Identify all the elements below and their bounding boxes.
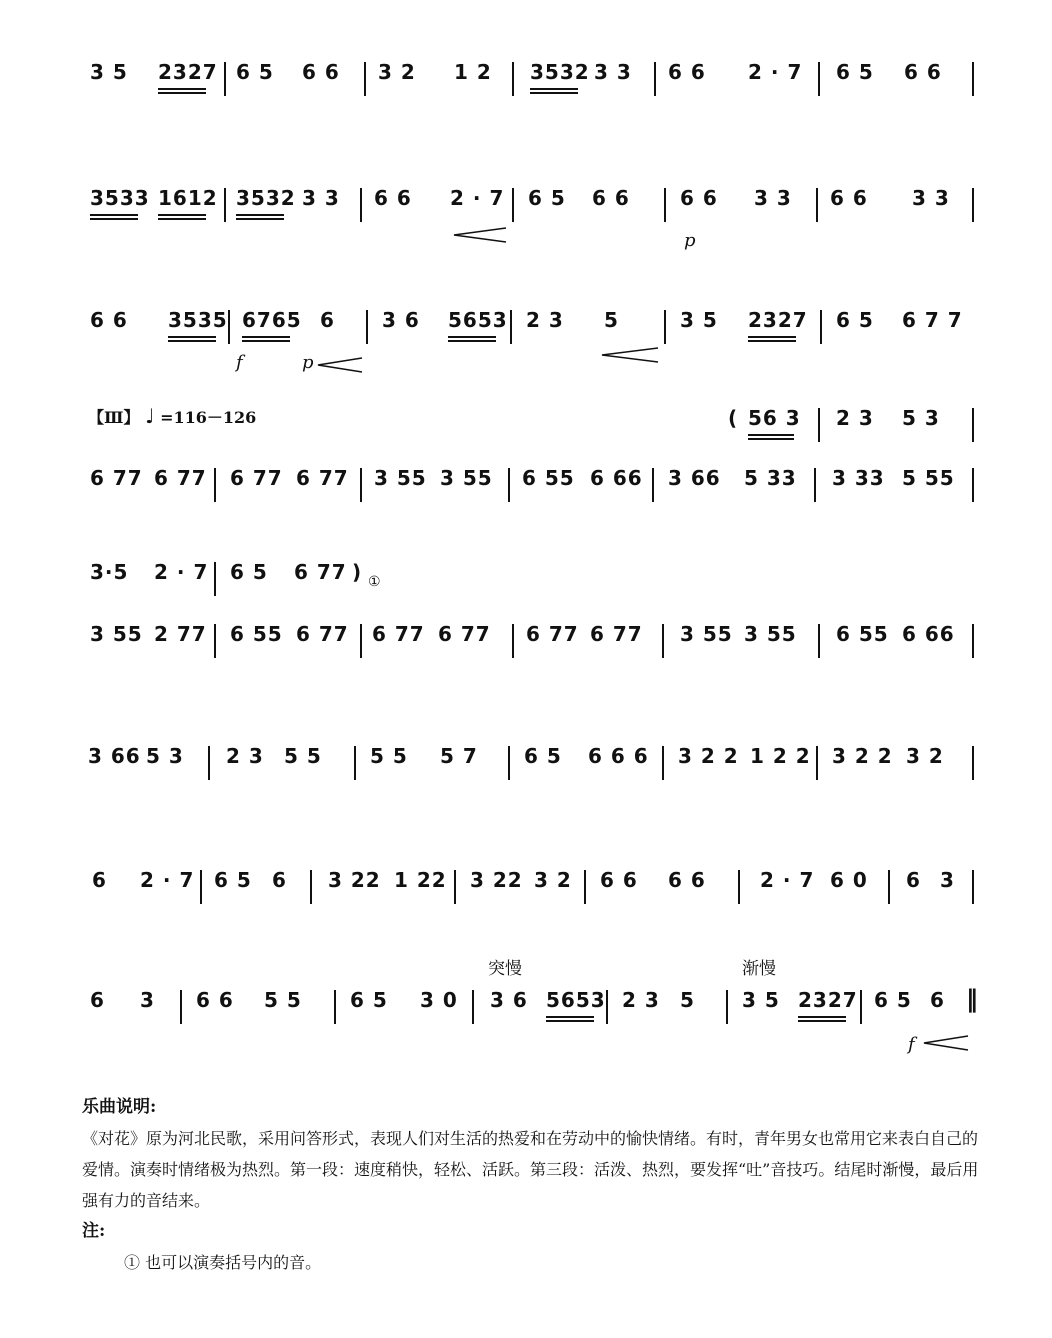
note-group: 6 77 [438,622,491,646]
footnote-text: ① 也可以演奏括号内的音。 [124,1253,322,1272]
note-group: 3 55 [90,622,143,646]
note-group: 3 5 [742,988,780,1012]
barline [310,870,312,904]
note-group: 6 [90,988,105,1012]
barline [364,62,366,96]
note-group: 3 3 [302,186,340,210]
note-group: 6 [930,988,945,1012]
note-group: 3 0 [420,988,458,1012]
crescendo-hairpin [452,226,508,244]
barline [814,468,816,502]
barline [360,624,362,658]
note-group: 3533 [90,186,150,210]
note-group: 6 66 [590,466,643,490]
barline [972,870,974,904]
note-group: 6 77 [294,560,347,584]
barline [360,468,362,502]
note-group: 5 3 [902,406,940,430]
note-group: 3 6 [382,308,420,332]
note-group: 1612 [158,186,218,210]
barline [512,62,514,96]
barline [228,310,230,344]
note-group: 3535 [168,308,228,332]
note-group: 3532 [236,186,296,210]
note-group: 3 66 [88,744,141,768]
barline [510,310,512,344]
barline [888,870,890,904]
note-group: 5 [604,308,619,332]
note-group: 3 33 [832,466,885,490]
barline [180,990,182,1024]
barline [818,624,820,658]
note-group: 6 6 [668,60,706,84]
paren-open: ( [728,406,739,430]
note-group: 3532 [530,60,590,84]
note-group: 5 33 [744,466,797,490]
barline [662,746,664,780]
note-group: 2 · 7 [450,186,505,210]
barline [726,990,728,1024]
barline [664,310,666,344]
note-group: 6 6 [302,60,340,84]
note-group: 3 22 [470,868,523,892]
score-row-3 [84,308,980,348]
score-row-10 [84,985,980,1028]
barline [224,188,226,222]
barline [200,870,202,904]
paren-close: ) [352,560,363,584]
barline [508,468,510,502]
note-group: 2 77 [154,622,207,646]
barline [354,746,356,780]
barline [606,990,608,1024]
note-group: 6 55 [836,622,889,646]
barline [508,746,510,780]
note-group: 6 77 [154,466,207,490]
score-row-4-bracket [728,406,988,446]
note-group: 2 3 [526,308,564,332]
barline [664,188,666,222]
dynamic-mark: p [302,352,314,373]
barline [366,310,368,344]
barline [214,562,216,596]
note-group: 6 77 [296,622,349,646]
tempo-change-label: 突慢 [488,959,522,979]
barline [816,188,818,222]
note-group: 2 · 7 [140,868,195,892]
crescendo-hairpin [922,1034,970,1052]
note-group: 5 55 [902,466,955,490]
note-group: 6 77 [526,622,579,646]
note-group: 3 66 [668,466,721,490]
score-row-9 [84,868,980,908]
quarter-note-icon: ♩ [145,404,155,428]
note-group: 5 5 [264,988,302,1012]
note-group: 6 5 [524,744,562,768]
barline [654,62,656,96]
dynamic-mark: p [684,230,696,251]
barline [972,62,974,96]
note-group: 2 · 7 [154,560,209,584]
barline [820,310,822,344]
note-group: 6 5 [230,560,268,584]
note-group: 1 2 2 [750,744,811,768]
note-group: 6 0 [830,868,868,892]
note-group: 6 5 [236,60,274,84]
note-group: 3 22 [328,868,381,892]
footnote-heading: 注: [82,1221,106,1241]
barline [454,870,456,904]
note-group: 3 55 [744,622,797,646]
note-group: 5 5 [370,744,408,768]
note-group: 5 7 [440,744,478,768]
barline [972,468,974,502]
score-row-2 [84,186,980,226]
note-group: 6 6 [90,308,128,332]
dynamic-mark: f [908,1034,915,1055]
note-group: 6 55 [230,622,283,646]
barline [972,624,974,658]
section-tempo-heading [88,404,256,428]
note-group: 6 6 [904,60,942,84]
note-group: 3 2 [378,60,416,84]
note-group: 6 77 [590,622,643,646]
note-group: 6 [320,308,335,332]
note-group: 6 6 [830,186,868,210]
note-group: 3 55 [440,466,493,490]
barline [818,62,820,96]
note-group: 6 [906,868,921,892]
dynamic-mark: f [236,352,243,373]
note-group: 3 5 [680,308,718,332]
score-row-5 [84,466,980,506]
barline [972,408,974,442]
note-group: 6 6 [374,186,412,210]
barline [208,746,210,780]
note-group: 3 55 [680,622,733,646]
barline [214,468,216,502]
note-group: 3 3 [912,186,950,210]
note-group: 3 6 [490,988,528,1012]
note-group: 6 5 [528,186,566,210]
note-group: 6 55 [522,466,575,490]
note-group: 2 3 [836,406,874,430]
note-group: 5653 [448,308,508,332]
barline [972,746,974,780]
barline [972,188,974,222]
note-group: 5 5 [284,744,322,768]
note-group: 3 2 2 [832,744,893,768]
tempo-change-label: 渐慢 [742,959,776,979]
note-group: 6 77 [372,622,425,646]
note-group: 6765 [242,308,302,332]
note-group: 6 6 [668,868,706,892]
note-group: 6 7 7 [902,308,963,332]
note-group: 3 [940,868,955,892]
barline [224,62,226,96]
barline [738,870,740,904]
crescendo-hairpin [316,356,364,374]
note-group: 6 5 [214,868,252,892]
note-group: 2327 [798,988,858,1012]
barline [818,408,820,442]
barline [860,990,862,1024]
note-group: 6 [92,868,107,892]
note-group: 6 6 [680,186,718,210]
notes-paragraph: 《对花》原为河北民歌，采用问答形式，表现人们对生活的热爱和在劳动中的愉快情绪。有时，青年男女也常用它来表白自己的爱情。演奏时情绪极为热烈。第一段：速度稍快，轻松、活跃。第三段：活泼、热烈，要发挥“吐”音技巧。结尾时渐慢，最后用强有力的音结来。 [82,1129,979,1210]
note-group: 6 77 [296,466,349,490]
score-row-8 [84,744,980,784]
note-group: 3 2 [534,868,572,892]
barline [512,188,514,222]
tempo-marking: =116－126 [160,408,257,427]
note-group: 6 5 [350,988,388,1012]
note-group: 3·5 [90,560,129,584]
barline [652,468,654,502]
note-group: 2327 [748,308,808,332]
note-group: 6 6 6 [588,744,649,768]
note-group: 3 [140,988,155,1012]
note-group: 3 2 2 [678,744,739,768]
note-group: 2 3 [226,744,264,768]
score-row-7 [84,622,980,662]
note-group: 6 5 [836,308,874,332]
note-group: 6 6 [600,868,638,892]
note-group: 5 3 [146,744,184,768]
barline [214,624,216,658]
note-group: 1 2 [454,60,492,84]
notes-heading: 乐曲说明: [82,1097,157,1117]
barline [816,746,818,780]
note-group: 2 3 [622,988,660,1012]
note-group: 5 [680,988,695,1012]
barline [360,188,362,222]
note-group: 6 77 [230,466,283,490]
note-group: 1 22 [394,868,447,892]
note-group: 2 · 7 [748,60,803,84]
note-group: 5653 [546,988,606,1012]
piece-notes [82,1092,982,1278]
note-group: 3 5 [90,60,128,84]
note-group: 6 5 [874,988,912,1012]
barline [512,624,514,658]
note-group: 6 5 [836,60,874,84]
note-group: 6 [272,868,287,892]
note-group: 3 3 [594,60,632,84]
score-row-6 [84,560,404,600]
barline [662,624,664,658]
crescendo-hairpin [600,346,660,364]
note-group: 2327 [158,60,218,84]
note-group: 6 6 [592,186,630,210]
note-group: 56 3 [748,406,801,430]
barline [472,990,474,1024]
note-group: 3 55 [374,466,427,490]
note-group: 6 6 [196,988,234,1012]
section-label: 【Ⅲ】 [88,408,140,427]
note-group: 2 · 7 [760,868,815,892]
footnote-marker: ① [368,574,381,590]
barline [334,990,336,1024]
note-group: 6 77 [90,466,143,490]
note-group: 3 3 [754,186,792,210]
barline [584,870,586,904]
note-group: 6 66 [902,622,955,646]
final-barline: ‖ [966,985,979,1013]
note-group: 3 2 [906,744,944,768]
score-row-1 [84,60,980,100]
